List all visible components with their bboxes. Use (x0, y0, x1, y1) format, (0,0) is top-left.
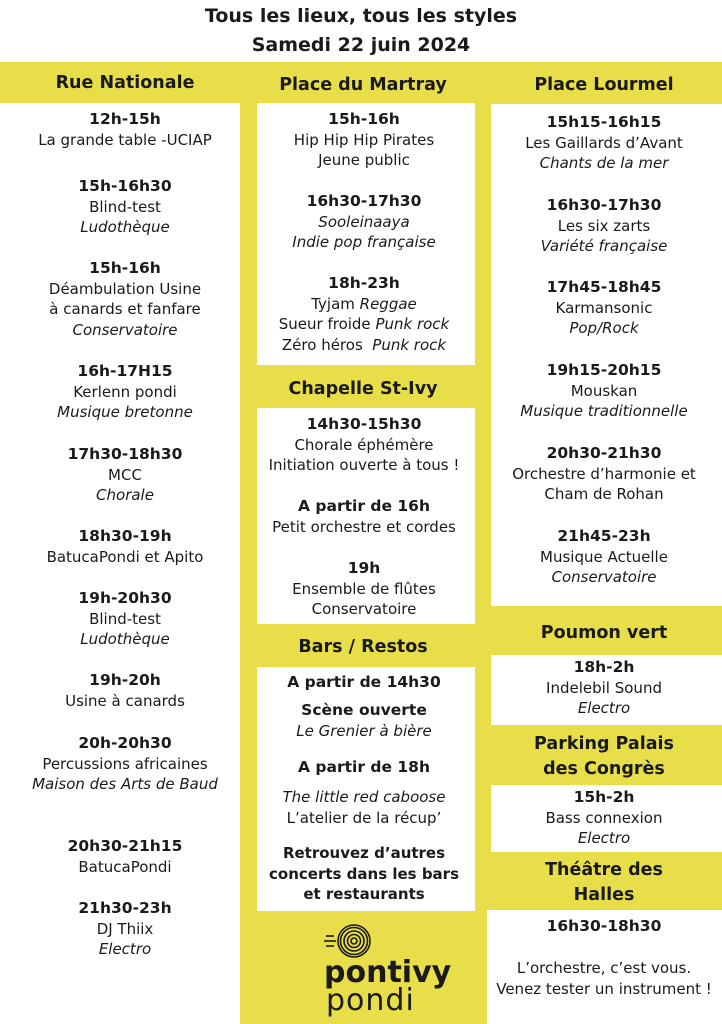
event (250, 273, 478, 355)
event (0, 898, 250, 960)
title-parking (486, 732, 722, 782)
event (486, 195, 722, 257)
event-style: Maison des Arts de Baud (32, 775, 218, 793)
event-artist: Musique Actuelle (540, 547, 668, 566)
event (250, 191, 478, 253)
event (486, 277, 722, 339)
sound-wave-logo-icon (324, 924, 384, 958)
event-time: A partir de 18h (298, 758, 430, 776)
event (0, 588, 250, 650)
event-artist: Indelebil Sound (546, 678, 662, 697)
title-martray: Place du Martray (279, 75, 447, 95)
event-artist: Karmansonic (555, 298, 653, 317)
event-artist: Jeune public (318, 151, 410, 169)
logo-text-pontivy: pontivy (324, 955, 452, 990)
event (250, 757, 478, 778)
event-time: 20h30-21h15 (67, 837, 183, 855)
event (486, 958, 722, 999)
event (0, 444, 250, 506)
event-artist: Petit orchestre et cordes (272, 517, 456, 536)
event-time: 15h-16h30 (78, 177, 172, 195)
event-artist: BatucaPondi (78, 857, 172, 876)
title-rue-nationale: Rue Nationale (55, 73, 195, 93)
event-artist: Venez tester un instrument ! (496, 979, 712, 998)
event-artist: BatucaPondi et Apito (46, 547, 204, 566)
event-time: 21h45-23h (557, 527, 651, 545)
event (0, 836, 250, 877)
event-artist: Blind-test (89, 609, 161, 628)
event (486, 787, 722, 849)
event-artist: Percussions africaines (42, 754, 208, 773)
event-time: 18h-23h (328, 274, 400, 292)
event-artist: MCC (108, 465, 142, 484)
event (0, 258, 250, 340)
title-lourmel: Place Lourmel (534, 75, 674, 95)
event (0, 176, 250, 238)
event-note: concerts dans les bars (269, 864, 459, 883)
event-time: 15h15-16h15 (546, 113, 662, 131)
event-artist: La grande table -UCIAP (38, 130, 212, 149)
event (0, 733, 250, 795)
event-time: 18h30-19h (78, 527, 172, 545)
event (250, 843, 478, 905)
event-style: Musique traditionnelle (520, 402, 688, 420)
event-artist: Tyjam (311, 294, 360, 313)
event-time: 17h45-18h45 (546, 278, 662, 296)
event (250, 496, 478, 537)
title-parking-line2: des Congrès (543, 759, 665, 779)
event-artist: Initiation ouverte à tous ! (268, 456, 460, 474)
event (0, 109, 250, 150)
event-artist: Les Gaillards d’Avant (525, 133, 683, 152)
event-time: 15h-16h (89, 259, 161, 277)
title-theatre (486, 858, 722, 908)
logo-text-pondi: pondi (326, 983, 415, 1018)
event-time: 20h-20h30 (78, 734, 172, 752)
title-poumon-vert: Poumon vert (540, 623, 668, 643)
event-artist: Bass connexion (545, 808, 663, 827)
event-artist: Zéro héros (281, 335, 373, 354)
title-bars: Bars / Restos (298, 637, 428, 657)
event-artist: Cham de Rohan (544, 485, 664, 503)
event-time: 20h30-21h30 (546, 444, 662, 462)
event-time: 12h-15h (89, 110, 161, 128)
event-artist: Orchestre d’harmonie et (512, 464, 696, 483)
title-theatre-line2: Halles (573, 885, 635, 905)
event-time: 16h30-17h30 (546, 196, 662, 214)
event-time: A partir de 16h (298, 497, 430, 515)
event (250, 558, 478, 620)
event-artist: Sooleinaaya (318, 212, 410, 231)
event (250, 109, 478, 171)
event-artist: L’orchestre, c’est vous. (516, 959, 692, 977)
event-style: Musique bretonne (57, 403, 193, 421)
event-time: 15h-2h (573, 788, 635, 806)
event-note: Retrouvez d’autres (282, 844, 446, 862)
event-artist: DJ Thiix (96, 919, 154, 938)
event-style: Ludothèque (80, 218, 170, 236)
event-line (250, 294, 478, 315)
event-time: 16h30-18h30 (546, 917, 662, 935)
event-artist: Usine à canards (65, 691, 185, 710)
event-style: Electro (577, 829, 631, 847)
event-style: Electro (577, 699, 631, 717)
event-artist: Kerlenn pondi (73, 382, 177, 401)
event-time: 15h-16h (328, 110, 400, 128)
event-style: Reggae (359, 294, 417, 313)
event-style: Pop/Rock (569, 319, 639, 337)
event-time: 16h30-17h30 (306, 192, 422, 210)
event-venue: The little red caboose (282, 788, 446, 806)
event-artist: Ensemble de flûtes (292, 579, 436, 598)
event (250, 700, 478, 741)
event-title: Scène ouverte (301, 701, 427, 719)
event-time: 21h30-23h (78, 899, 172, 917)
event-venue: Le Grenier à bière (296, 721, 432, 740)
event-time: 19h (347, 559, 381, 577)
event-venue: L’atelier de la récup’ (286, 808, 442, 827)
event-artist: Blind-test (89, 197, 161, 216)
event-time: 18h-2h (573, 658, 635, 676)
event-artist: à canards et fanfare (49, 300, 201, 318)
event-time: 19h-20h30 (78, 589, 172, 607)
header-title: Tous les lieux, tous les styles (204, 5, 518, 27)
event (486, 112, 722, 174)
event-style: Chorale (96, 486, 154, 504)
event-artist: Sueur froide (278, 315, 376, 333)
event-artist: Les six zarts (557, 216, 651, 235)
event-artist: Hip Hip Hip Pirates (293, 130, 435, 149)
event-style: Conservatoire (551, 568, 657, 586)
event-style: Conservatoire (72, 320, 178, 339)
event-time: 17h30-18h30 (67, 445, 183, 463)
event (250, 672, 478, 693)
event-style: Electro (98, 940, 152, 958)
event-time: 19h15-20h15 (546, 361, 662, 379)
event-line (250, 335, 478, 356)
title-parking-line1: Parking Palais (534, 734, 674, 754)
event-time: 16h-17H15 (77, 362, 173, 380)
event (486, 360, 722, 422)
event (486, 657, 722, 719)
event (486, 526, 722, 588)
pontivy-pondi-logo (316, 924, 452, 1020)
event-style: Ludothèque (80, 630, 170, 648)
event-artist: Déambulation Usine (48, 279, 202, 298)
event (0, 361, 250, 423)
event-style: Punk rock (372, 335, 447, 354)
event (0, 526, 250, 567)
event-line (250, 314, 478, 335)
event (0, 670, 250, 711)
title-chapelle: Chapelle St-Ivy (288, 379, 438, 399)
event (250, 787, 478, 828)
event (486, 443, 722, 505)
title-theatre-line1: Théâtre des (545, 860, 663, 880)
event-style: Conservatoire (311, 600, 417, 618)
event-time: 19h-20h (89, 671, 161, 689)
event (250, 414, 478, 476)
event-time: A partir de 14h30 (287, 673, 441, 691)
page-header (0, 2, 722, 60)
event-style: Variété française (540, 237, 668, 255)
event-time: 14h30-15h30 (306, 415, 422, 433)
header-date: Samedi 22 juin 2024 (251, 34, 471, 56)
event-style: Chants de la mer (539, 154, 669, 172)
event (486, 916, 722, 937)
event-artist: Chorale éphémère (294, 435, 434, 454)
event-note: et restaurants (303, 885, 425, 903)
event-artist: Mouskan (570, 381, 638, 400)
event-style: Indie pop française (292, 233, 436, 251)
event-style: Punk rock (375, 315, 450, 333)
